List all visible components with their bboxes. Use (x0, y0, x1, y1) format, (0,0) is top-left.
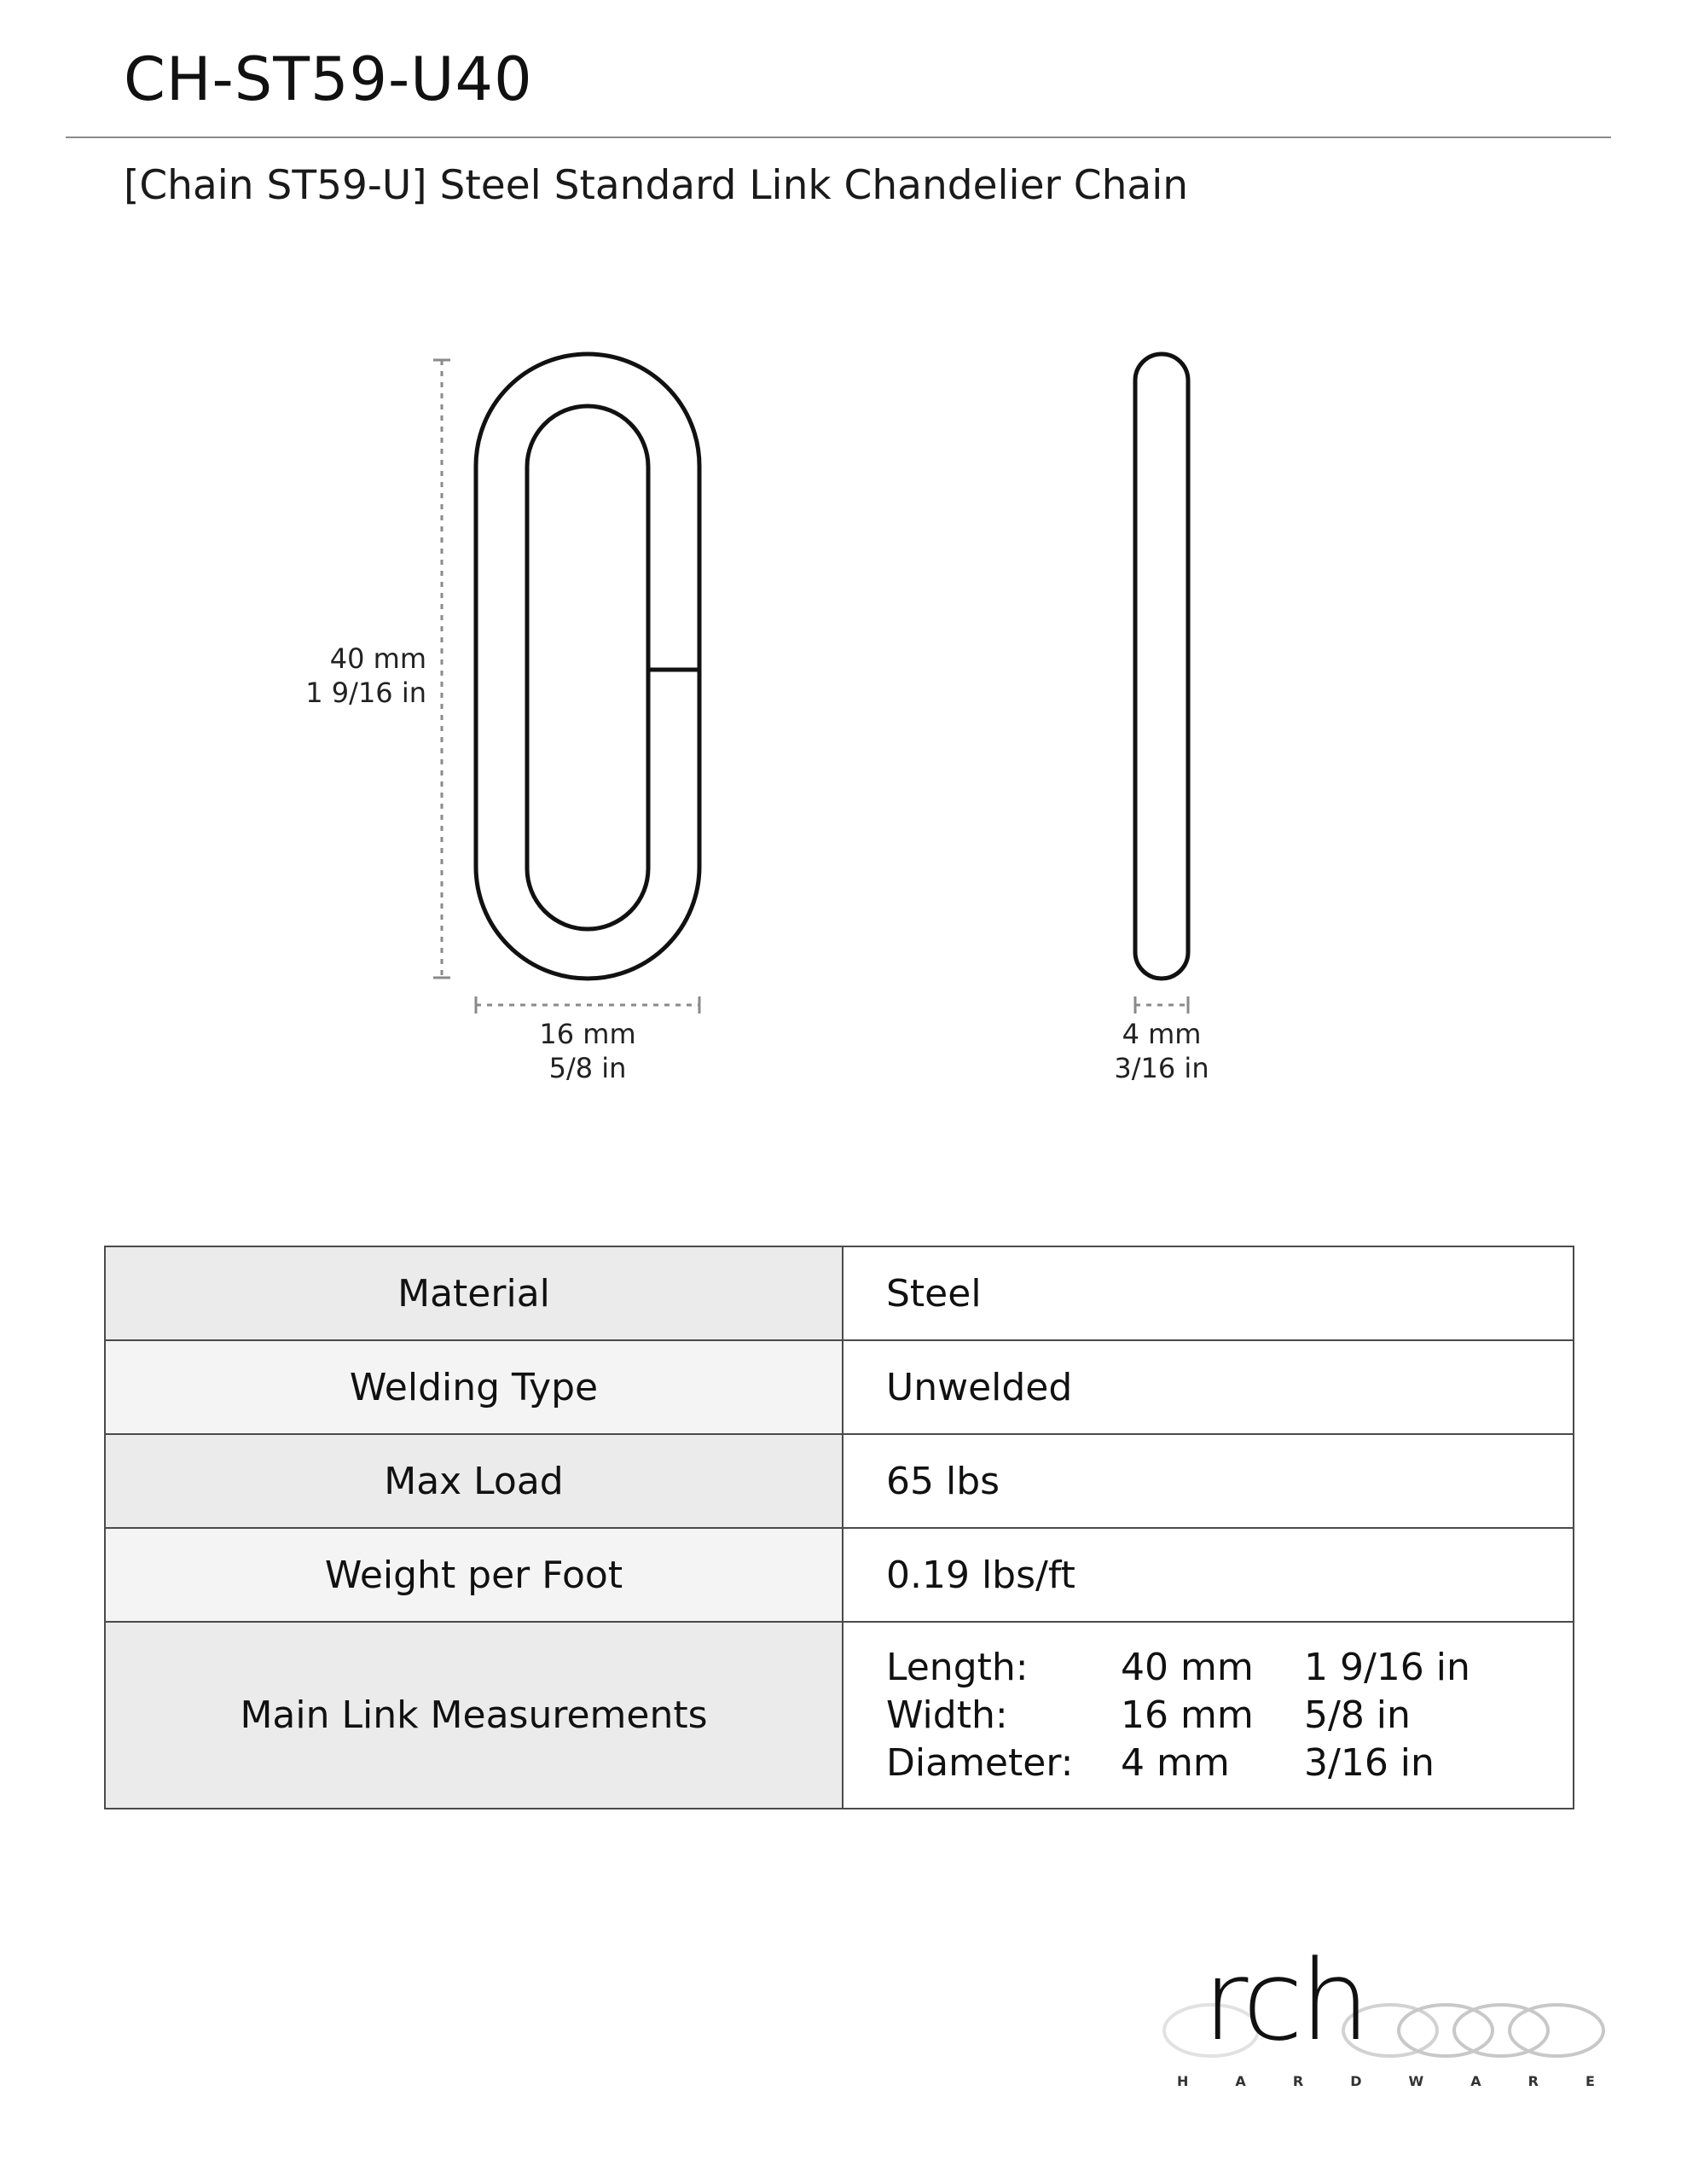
logo-letter: A (1235, 2073, 1246, 2089)
table-row (105, 1622, 1574, 1809)
spec-table (104, 1246, 1574, 1809)
spec-label: Max Load (105, 1434, 843, 1528)
logo-wordmark: rch (1203, 1936, 1367, 2065)
table-row (105, 1246, 1574, 1340)
page-title: CH-ST59-U40 (124, 44, 533, 114)
diameter-dimension-label (1076, 1017, 1247, 1085)
spec-value: 65 lbs (843, 1434, 1574, 1528)
width-dimension-label (502, 1017, 673, 1085)
logo-letter: D (1350, 2073, 1362, 2089)
height-dimension-label (281, 642, 426, 710)
spec-label: Material (105, 1246, 843, 1340)
link-inner-outline (527, 406, 648, 929)
measure-name: Width: (886, 1693, 1008, 1737)
spec-label: Weight per Foot (105, 1528, 843, 1622)
logo-letter: R (1528, 2073, 1539, 2089)
table-row (105, 1340, 1574, 1434)
table-row (105, 1528, 1574, 1622)
spec-value: Unwelded (843, 1340, 1574, 1434)
width-mm: 16 mm (539, 1018, 636, 1050)
measurements-grid (886, 1644, 1572, 1787)
measure-name: Diameter: (886, 1740, 1074, 1785)
measure-name: Length: (886, 1645, 1029, 1689)
link-side-view (1135, 354, 1188, 979)
height-in: 1 9/16 in (305, 677, 426, 709)
measure-mm: 16 mm (1121, 1693, 1254, 1737)
measure-in: 1 9/16 in (1304, 1645, 1470, 1689)
logo-letter: R (1292, 2073, 1304, 2089)
spec-value: 0.19 lbs/ft (843, 1528, 1574, 1622)
measure-in: 3/16 in (1304, 1740, 1435, 1785)
logo-letter: H (1177, 2073, 1189, 2089)
logo-letter: E (1585, 2073, 1595, 2089)
logo-letter: A (1470, 2073, 1481, 2089)
measure-in: 5/8 in (1304, 1693, 1411, 1737)
diameter-in: 3/16 in (1114, 1052, 1209, 1084)
diameter-mm: 4 mm (1122, 1018, 1202, 1050)
spec-label: Main Link Measurements (105, 1622, 843, 1809)
measure-mm: 40 mm (1121, 1645, 1254, 1689)
measurements-cell (843, 1622, 1574, 1809)
product-subtitle: [Chain ST59-U] Steel Standard Link Chandelier Chain (124, 162, 1189, 209)
measure-mm: 4 mm (1121, 1740, 1230, 1785)
logo-subtext (1177, 2073, 1595, 2089)
spec-value: Steel (843, 1246, 1574, 1340)
link-outer-outline (476, 354, 699, 979)
spec-label: Welding Type (105, 1340, 843, 1434)
logo-letter: W (1408, 2073, 1424, 2089)
table-row (105, 1434, 1574, 1528)
width-in: 5/8 in (548, 1052, 627, 1084)
brand-logo (1143, 1936, 1620, 2099)
height-mm: 40 mm (329, 642, 426, 675)
